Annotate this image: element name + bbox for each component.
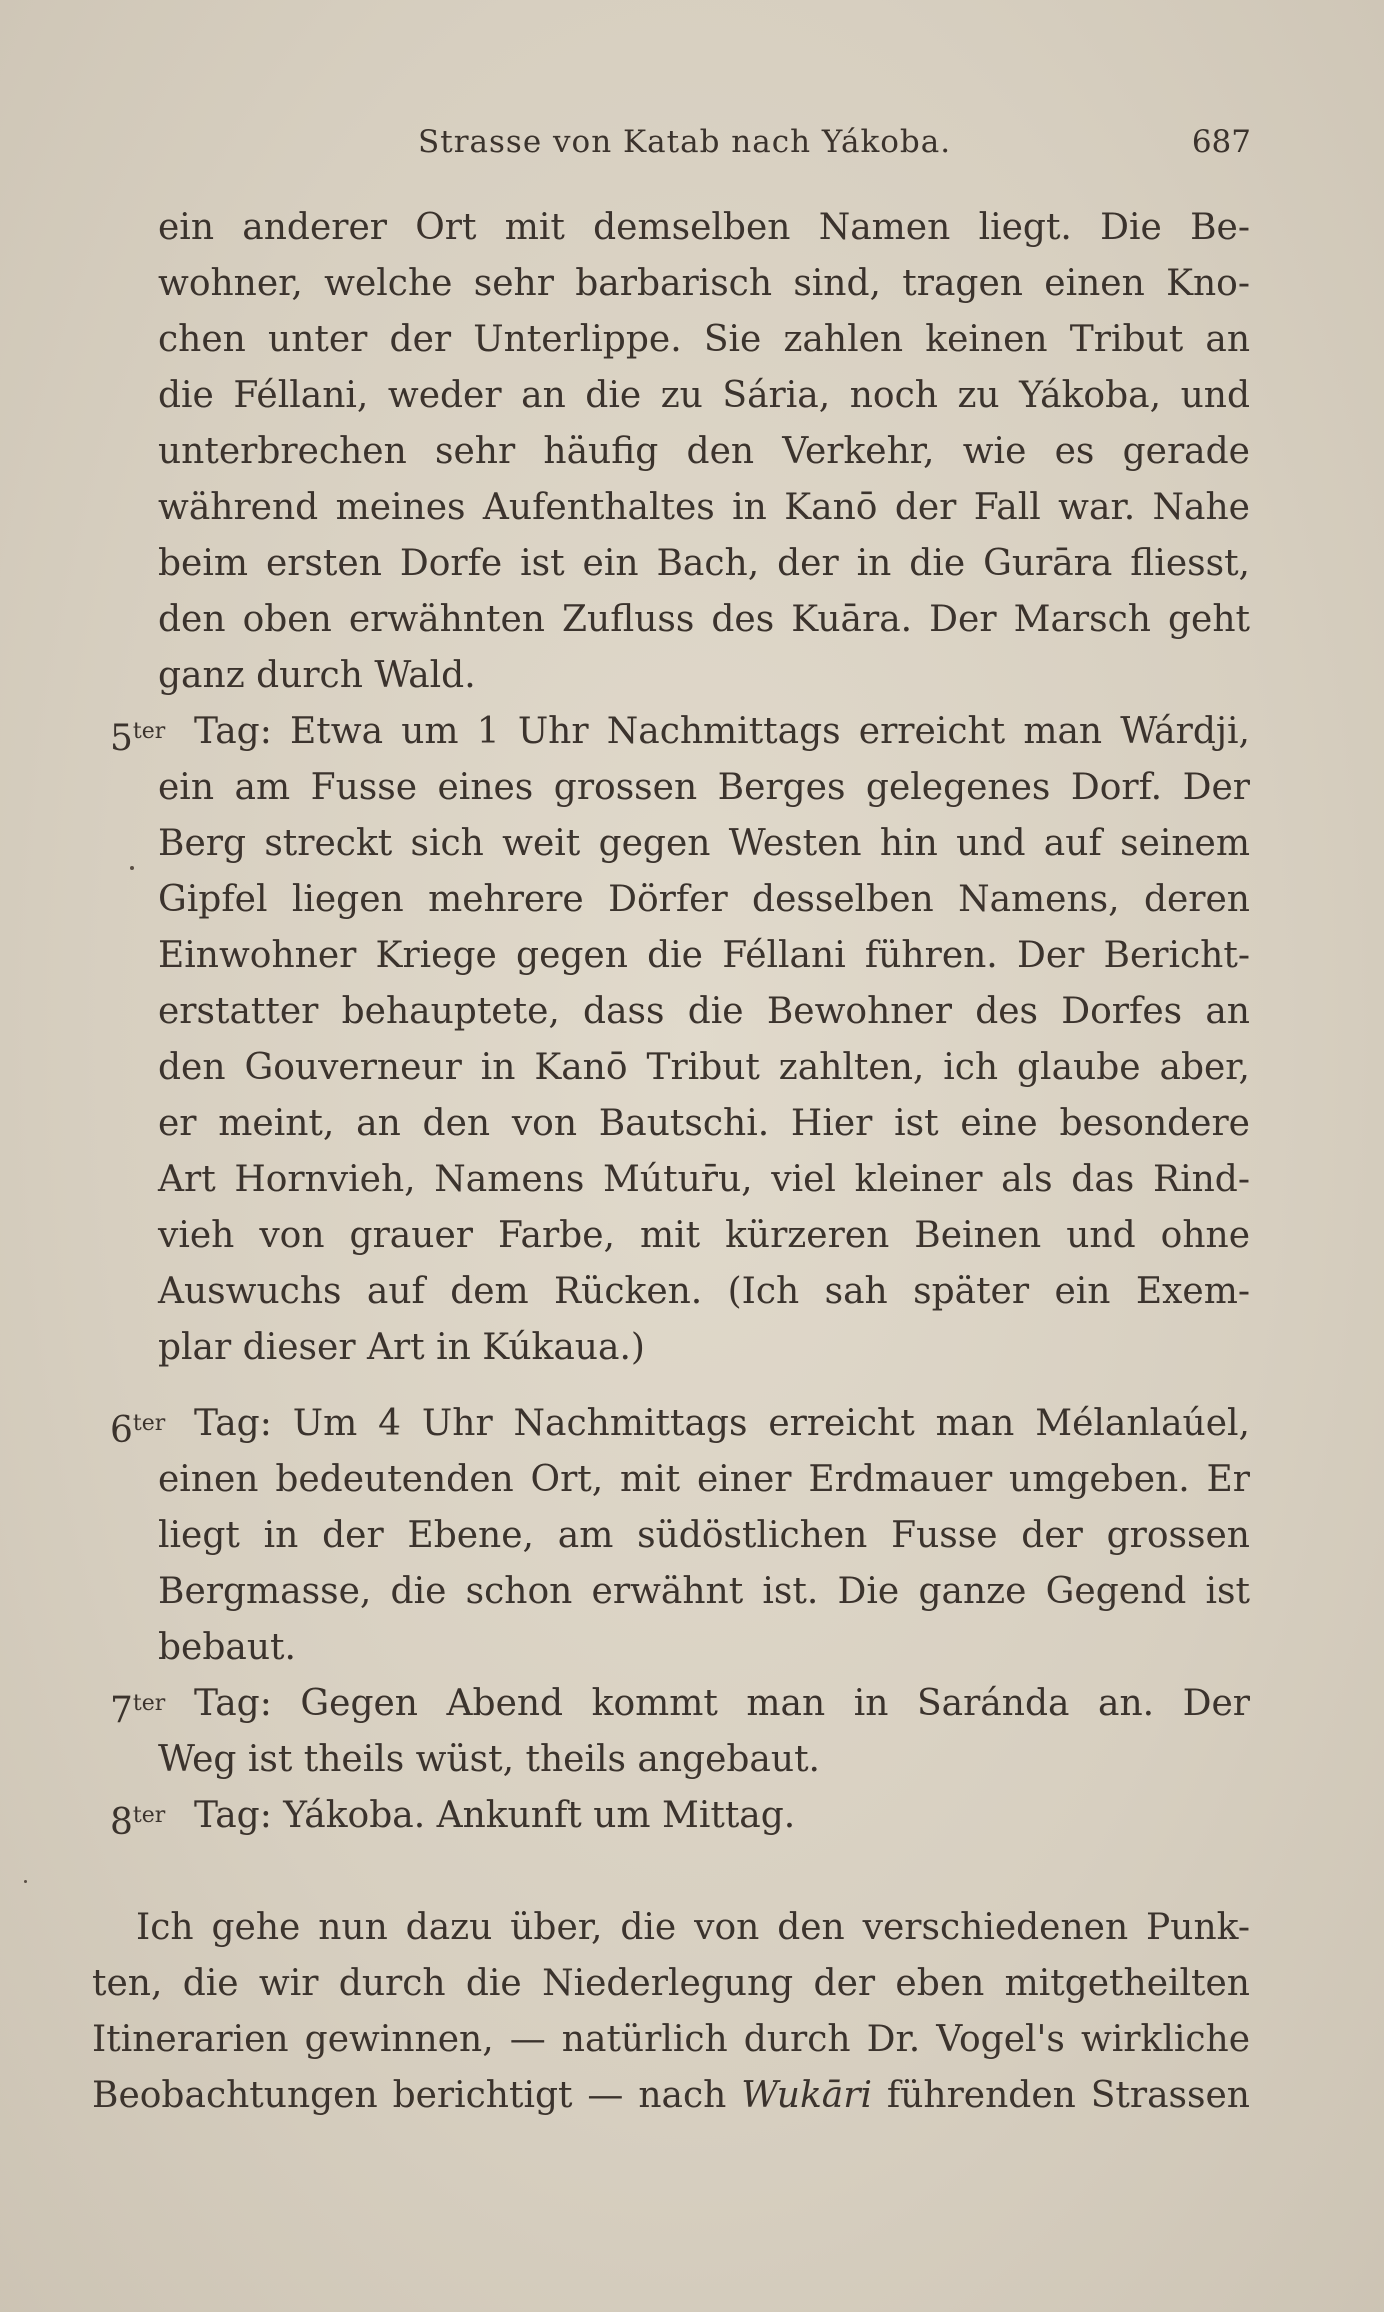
text-line: Tag: Etwa um 1 Uhr Nachmittags erreicht man Wárdji,: [194, 711, 1250, 752]
text-line: erstatter behauptete, dass die Bewohner des Dorfes an: [158, 991, 1250, 1032]
paper-speck: [24, 1880, 27, 1883]
text-line: Tag: Yákoba. Ankunft um Mittag.: [194, 1795, 796, 1836]
day-number: $5^{ter}$: [110, 718, 166, 759]
page-number: 687: [1191, 124, 1251, 160]
text-line: Weg ist theils wüst, theils angebaut.: [158, 1739, 820, 1780]
text-line: Bergmasse, die schon erwähnt ist. Die ganze Gegend ist: [158, 1571, 1250, 1612]
text-line: Berg streckt sich weit gegen Westen hin und auf seinem: [158, 823, 1250, 864]
page-header: [0, 124, 1384, 168]
text-line: liegt in der Ebene, am südöstlichen Fusse der grossen: [158, 1515, 1250, 1556]
text-line: er meint, an den von Bautschi. Hier ist eine besondere: [158, 1103, 1250, 1144]
text-line: einen bedeutenden Ort, mit einer Erdmauer umgeben. Er: [158, 1459, 1250, 1500]
text-line: Itinerarien gewinnen, — natürlich durch Dr. Vogel's wirkliche: [92, 2019, 1250, 2060]
text-line: den oben erwähnten Zufluss des Kuāra. Der Marsch geht: [158, 599, 1250, 640]
text-line: ten, die wir durch die Niederlegung der eben mitgetheilten: [92, 1963, 1250, 2004]
day-number: $8^{ter}$: [110, 1802, 166, 1843]
text-line: vieh von grauer Farbe, mit kürzeren Beinen und ohne: [158, 1215, 1250, 1256]
text-line: Einwohner Kriege gegen die Féllani führen. Der Bericht-: [158, 935, 1250, 976]
text-line: ein am Fusse eines grossen Berges gelegenes Dorf. Der: [158, 767, 1250, 808]
text-line: die Féllani, weder an die zu Sária, noch zu Yákoba, und: [158, 375, 1250, 416]
text-line: wohner, welche sehr barbarisch sind, tragen einen Kno-: [158, 263, 1250, 304]
text-line: Beobachtungen berichtigt — nach Wukāri führenden Strassen: [92, 2075, 1250, 2116]
text-line: ganz durch Wald.: [158, 655, 476, 696]
day-number: $6^{ter}$: [110, 1410, 166, 1451]
text-line: Art Hornvieh, Namens Mútur̄u, viel kleiner als das Rind-: [158, 1159, 1250, 1200]
text-line: chen unter der Unterlippe. Sie zahlen keinen Tribut an: [158, 319, 1250, 360]
text-line: ein anderer Ort mit demselben Namen liegt. Die Be-: [158, 207, 1250, 248]
text-line: plar dieser Art in Kúkaua.): [158, 1327, 645, 1368]
text-line: Ich gehe nun dazu über, die von den verschiedenen Punk-: [136, 1907, 1250, 1948]
paper-speck: [130, 866, 134, 870]
text-line: den Gouverneur in Kanō Tribut zahlten, ich glaube aber,: [158, 1047, 1250, 1088]
text-line: unterbrechen sehr häufig den Verkehr, wie es gerade: [158, 431, 1250, 472]
running-title: Strasse von Katab nach Yákoba.: [418, 124, 952, 160]
text-line: Gipfel liegen mehrere Dörfer desselben Namens, deren: [158, 879, 1250, 920]
text-line: bebaut.: [158, 1627, 296, 1668]
text-line: während meines Aufenthaltes in Kanō der Fall war. Nahe: [158, 487, 1250, 528]
text-line: Tag: Gegen Abend kommt man in Saránda an. Der: [194, 1683, 1250, 1724]
text-line: Auswuchs auf dem Rücken. (Ich sah später ein Exem-: [158, 1271, 1250, 1312]
day-number: $7^{ter}$: [110, 1690, 166, 1731]
text-line: Tag: Um 4 Uhr Nachmittags erreicht man Mélanlaúel,: [194, 1403, 1250, 1444]
place-name-italic: Wukāri: [741, 2075, 872, 2116]
text-line: beim ersten Dorfe ist ein Bach, der in die Gurāra fliesst,: [158, 543, 1250, 584]
